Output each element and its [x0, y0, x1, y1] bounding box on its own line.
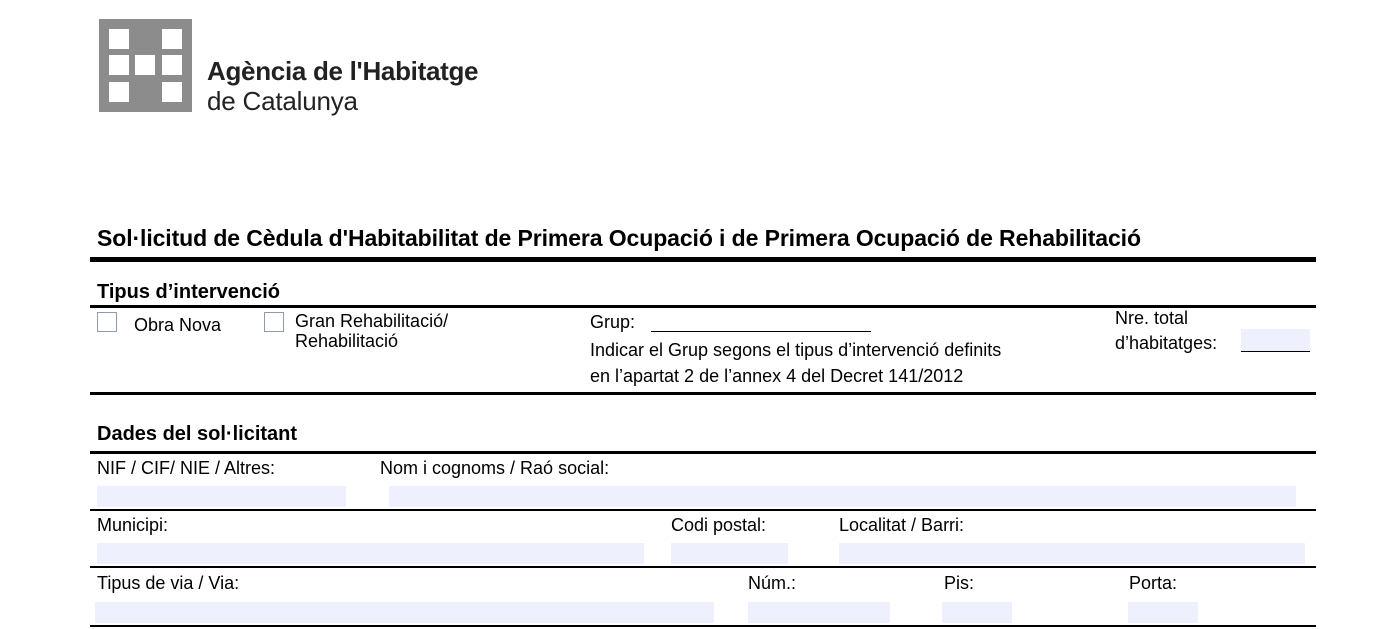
- nif-label: NIF / CIF/ NIE / Altres:: [97, 458, 276, 478]
- row-rule: [90, 566, 1316, 568]
- grup-label: Grup:: [590, 312, 636, 332]
- porta-field[interactable]: [1128, 602, 1198, 623]
- logo-square: [162, 29, 182, 49]
- municipi-label: Municipi:: [97, 515, 169, 535]
- row-rule: [90, 625, 1316, 627]
- localitat-label: Localitat / Barri:: [839, 515, 965, 535]
- grup-note-line2: en l’apartat 2 de l’annex 4 del Decret 141/2012: [590, 366, 964, 386]
- gran-rehabilitacio-label: Gran Rehabilitació/: [295, 311, 449, 331]
- pis-field[interactable]: [942, 602, 1012, 623]
- section-title-intervencio: Tipus d’intervenció: [97, 281, 280, 303]
- logo-square: [109, 29, 129, 49]
- row-rule: [90, 509, 1316, 511]
- obra-nova-checkbox[interactable]: [97, 312, 117, 332]
- grup-field[interactable]: [651, 310, 871, 332]
- codi-postal-field[interactable]: [671, 543, 788, 564]
- agency-name: Agència de l'Habitatge: [207, 56, 479, 86]
- title-rule: [90, 257, 1316, 262]
- nom-label: Nom i cognoms / Raó social:: [380, 458, 610, 478]
- codi-postal-label: Codi postal:: [671, 515, 767, 535]
- nre-habitatges-label-2: d’habitatges:: [1115, 333, 1218, 353]
- nre-habitatges-label: Nre. total: [1115, 308, 1189, 328]
- section-rule: [90, 451, 1316, 454]
- via-label: Tipus de via / Via:: [97, 573, 240, 593]
- section-rule: [90, 392, 1316, 395]
- localitat-field[interactable]: [839, 543, 1305, 564]
- num-field[interactable]: [748, 602, 890, 623]
- porta-label: Porta:: [1129, 573, 1178, 593]
- agency-subname: de Catalunya: [207, 86, 358, 116]
- grup-note-line1: Indicar el Grup segons el tipus d’intervenció definits: [590, 340, 1002, 360]
- logo-square: [135, 55, 155, 75]
- obra-nova-label: Obra Nova: [134, 315, 222, 335]
- nif-field[interactable]: [97, 486, 346, 507]
- gran-rehabilitacio-checkbox[interactable]: [264, 312, 284, 332]
- document-title: Sol·licitud de Cèdula d'Habitabilitat de Primera Ocupació i de Primera Ocupació de Rehabilitació: [97, 225, 1141, 251]
- pis-label: Pis:: [944, 573, 975, 593]
- section-title-solicitant: Dades del sol·licitant: [97, 423, 298, 445]
- logo-square: [109, 82, 129, 102]
- logo-square: [109, 55, 129, 75]
- logo-square: [162, 55, 182, 75]
- nre-habitatges-field[interactable]: [1241, 329, 1310, 352]
- logo-square: [162, 82, 182, 102]
- nom-field[interactable]: [389, 486, 1296, 507]
- via-field[interactable]: [95, 602, 714, 623]
- num-label: Núm.:: [748, 573, 797, 593]
- municipi-field[interactable]: [97, 543, 644, 564]
- rehabilitacio-label: Rehabilitació: [295, 331, 399, 351]
- agency-logo: [99, 19, 192, 112]
